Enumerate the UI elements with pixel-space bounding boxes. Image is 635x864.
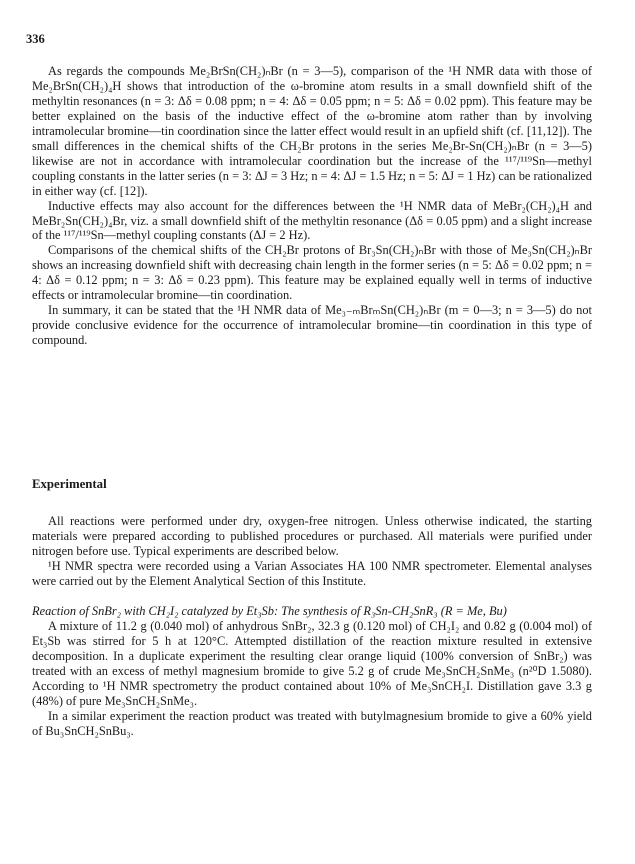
paragraph-butyl-variant: In a similar experiment the reaction product was treated with butylmagnesium bromide to give a 60% yield of Bu₃SnCH₂SnBu₃. <box>32 709 592 738</box>
page-number: 336 <box>26 32 45 46</box>
paragraph-general-conditions: All reactions were performed under dry, oxygen-free nitrogen. Unless otherwise indicated, the starting materials were prepared according to published procedures or purchased. All materials were purified under nitrogen before use. Typical experiments are described below. <box>32 514 592 558</box>
discussion-section <box>32 64 592 348</box>
paragraph-chemical-shift-comparison: Comparisons of the chemical shifts of the CH₂Br protons of Br₃Sn(CH₂)ₙBr with those of Me₃Sn(CH₂)ₙBr shows an increasing downfield shift with decreasing chain length in the former series (n = 5: Δδ = 0.02 ppm; n = 4: Δδ = 0.12 ppm; n = 3: Δδ = 0.23 ppm). This feature may be explained equally well in terms of inductive effects or intramolecular bromine—tin coordination. <box>32 243 592 303</box>
spacer <box>32 589 592 604</box>
paragraph-inductive-effects: Inductive effects may also account for the differences between the ¹H NMR data of MeBr₂(CH₂)₄H and MeBr₂Sn(CH₂)₄Br, viz. a small downfield shift of the methyltin resonance (Δδ = 0.05 ppm) and a slight increase of the ¹¹⁷/¹¹⁹Sn—methyl coupling constants (ΔJ = 2 Hz). <box>32 198 592 243</box>
paragraph-summary: In summary, it can be stated that the ¹H NMR data of Me₃₋ₘBrₘSn(CH₂)ₙBr (m = 0—3; n = 3—5) do not provide conclusive evidence for the occurrence of intramolecular bromine—tin coordination in this type of compound. <box>32 303 592 348</box>
paragraph-nmr-comparison: As regards the compounds Me₂BrSn(CH₂)ₙBr (n = 3—5), comparison of the ¹H NMR data with those of Me₂BrSn(CH₂)₄H shows that introduction of the ω-bromine atom results in a small downfield shift of the methyltin resonances (n = 3: Δδ = 0.08 ppm; n = 4: Δδ = 0.05 ppm; n = 5: Δδ = 0.02 ppm). This feature may be better explained on the basis of the inductive effect of the ω-bromine atom rather than by involving intramolecular bromine—tin coordination since the latter effect would result in an upfield shift (cf. [11,12]). The small differences in the chemical shifts of the CH₂Br protons in the series Me₂Br-Sn(CH₂)ₙBr (n = 3—5) likewise are not in accordance with intramolecular coordination but the increase of the ¹¹⁷/¹¹⁹Sn—methyl coupling constants in the latter series (n = 3: ΔJ = 3 Hz; n = 4: ΔJ = 1.5 Hz; n = 5: ΔJ = 1 Hz) can be rationalized in either way (cf. [12]). <box>32 64 592 198</box>
paragraph-instrumentation: ¹H NMR spectra were recorded using a Varian Associates HA 100 NMR spectrometer. Elemental analyses were carried out by the Element Analytical Section of this Institute. <box>32 559 592 588</box>
reaction-subheading: Reaction of SnBr₂ with CH₂I₂ catalyzed by Et₃Sb: The synthesis of R₃Sn-CH₂SnR₃ (R = Me, Bu) <box>32 604 507 618</box>
experimental-section <box>32 514 592 739</box>
paragraph-reaction-procedure: A mixture of 11.2 g (0.040 mol) of anhydrous SnBr₂, 32.3 g (0.120 mol) of CH₂I₂ and 0.82 g (0.004 mol) of Et₃Sb was stirred for 5 h at 120°C. Attempted distillation of the reaction mixture resulted in extensive decomposition. In a duplicate experiment the resulting clear orange liquid (100% conversion of SnBr₂) was treated with an excess of methyl magnesium bromide to give 5.2 g of crude Me₃SnCH₂SnMe₃ (n²⁰D 1.5080). According to ¹H NMR spectrometry the product contained about 10% of Me₃SnCH₂I. Distillation gave 3.3 g (48%) of pure Me₃SnCH₂SnMe₃. <box>32 619 592 708</box>
experimental-heading: Experimental <box>32 477 107 491</box>
